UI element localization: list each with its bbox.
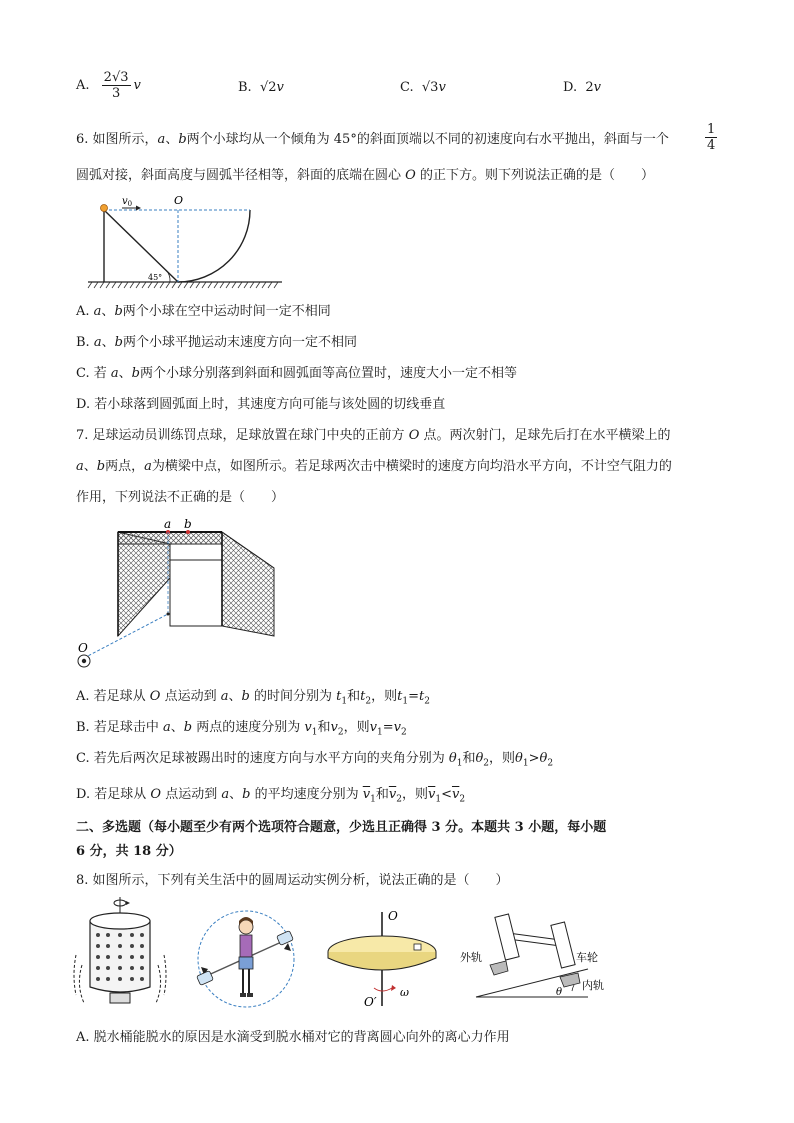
q8-fig4-theta-label: θ: [556, 987, 563, 998]
q6-fig-o-label: O: [174, 194, 184, 207]
q6-option-d: D. 若小球落到圆弧面上时，其速度方向可能与该处圆的切线垂直: [76, 397, 446, 412]
q8-fig3-o-prime-label: O′: [364, 995, 377, 1009]
section-2-heading-line2: 6 分，共 18 分）: [76, 844, 182, 859]
q5-option-c: C. √3v: [400, 80, 446, 95]
q7-option-b: B. 若足球击中 a、b 两点的速度分别为 $v_1$和$v_2$，则$v_1=v_2$: [76, 720, 407, 738]
q8-fig3-omega-label: ω: [400, 986, 409, 999]
q8-option-a: A. 脱水桶能脱水的原因是水滴受到脱水桶对它的背离圆心向外的离心力作用: [76, 1030, 510, 1045]
q5-a-numerator: 2√3: [103, 70, 129, 85]
q7-option-a: A. 若足球从 O 点运动到 a、b 的时间分别为 $t_1$和$t_2$，则$t_1=t_2$: [76, 689, 430, 707]
q6-fig-angle-label: 45°: [148, 273, 163, 282]
q7-option-d: D. 若足球从 O 点运动到 a、b 的平均速度分别为 $\overline{v}_1$和$\overline{v}_2$，则$\overline{v}_1<\overline{v}_2$: [76, 787, 466, 805]
q8-swinging-cup-figure: [190, 907, 305, 1012]
q7-stem-line3: 作用，下列说法不正确的是（ ）: [76, 490, 285, 505]
q6-stem-line1: 6. 如图所示，a、b两个小球均从一个倾角为 45°的斜面顶端以不同的初速度向右水平抛出，斜面与一个: [76, 132, 669, 147]
q6-stem-line2: 圆弧对接，斜面高度与圆弧半径相等，斜面的底端在圆心 O 的正下方。则下列说法正确的是（ ）: [76, 168, 654, 183]
q8-spin-dryer-figure: [72, 895, 172, 1010]
q6-quarter-fraction: $\frac{1}{4}$: [707, 122, 716, 153]
q8-banked-track-figure: [460, 905, 610, 1005]
q5-option-b: B. √2v: [238, 80, 284, 95]
q7-fig-o-label: O: [78, 641, 88, 655]
q8-fig4-outer-rail-label: 外轨: [460, 951, 482, 964]
q6-option-b: B. a、b两个小球平抛运动末速度方向一定不相同: [76, 335, 357, 350]
q8-fig4-wheel-label: 车轮: [576, 951, 598, 964]
q8-fig4-inner-rail-label: 内轨: [582, 979, 604, 992]
q8-fig3-o-label: O: [388, 910, 398, 923]
q7-stem-line2: a、b两点，a为横梁中点，如图所示。若足球两次击中横梁时的速度方向均沿水平方向，不计空气阻力的: [76, 459, 672, 474]
q7-goal-figure: [76, 518, 286, 673]
q6-incline-arc-figure: [86, 192, 286, 292]
q5-option-a: A. $\frac{2√3}{3}$ v: [76, 70, 141, 101]
q6-option-c: C. 若 a、b两个小球分别落到斜面和圆弧面等高位置时，速度大小一定不相等: [76, 366, 518, 381]
q6-option-a: A. a、b两个小球在空中运动时间一定不相同: [76, 304, 331, 319]
section-2-heading-line1: 二、多选题（每小题至少有两个选项符合题意，少选且正确得 3 分。本题共 3 小题，每小题: [76, 820, 607, 835]
q8-turntable-figure: [322, 910, 442, 1010]
q5-a-denominator: 3: [111, 86, 121, 101]
q8-stem: 8. 如图所示，下列有关生活中的圆周运动实例分析，说法正确的是（ ）: [76, 873, 509, 888]
q7-stem-line1: 7. 足球运动员训练罚点球，足球放置在球门中央的正前方 O 点。两次射门，足球先后打在水平横梁上的: [76, 428, 671, 443]
q7-option-c: C. 若先后两次足球被踢出时的速度方向与水平方向的夹角分别为 $\theta_1$和$\theta_2$，则$\theta_1>\theta_2$: [76, 751, 554, 769]
q5-option-d: D. 2v: [563, 80, 601, 95]
q7-fig-a-label: a: [164, 518, 172, 531]
q6-fig-v0-label: $v_0$: [122, 196, 133, 208]
q7-fig-b-label: b: [184, 518, 192, 531]
